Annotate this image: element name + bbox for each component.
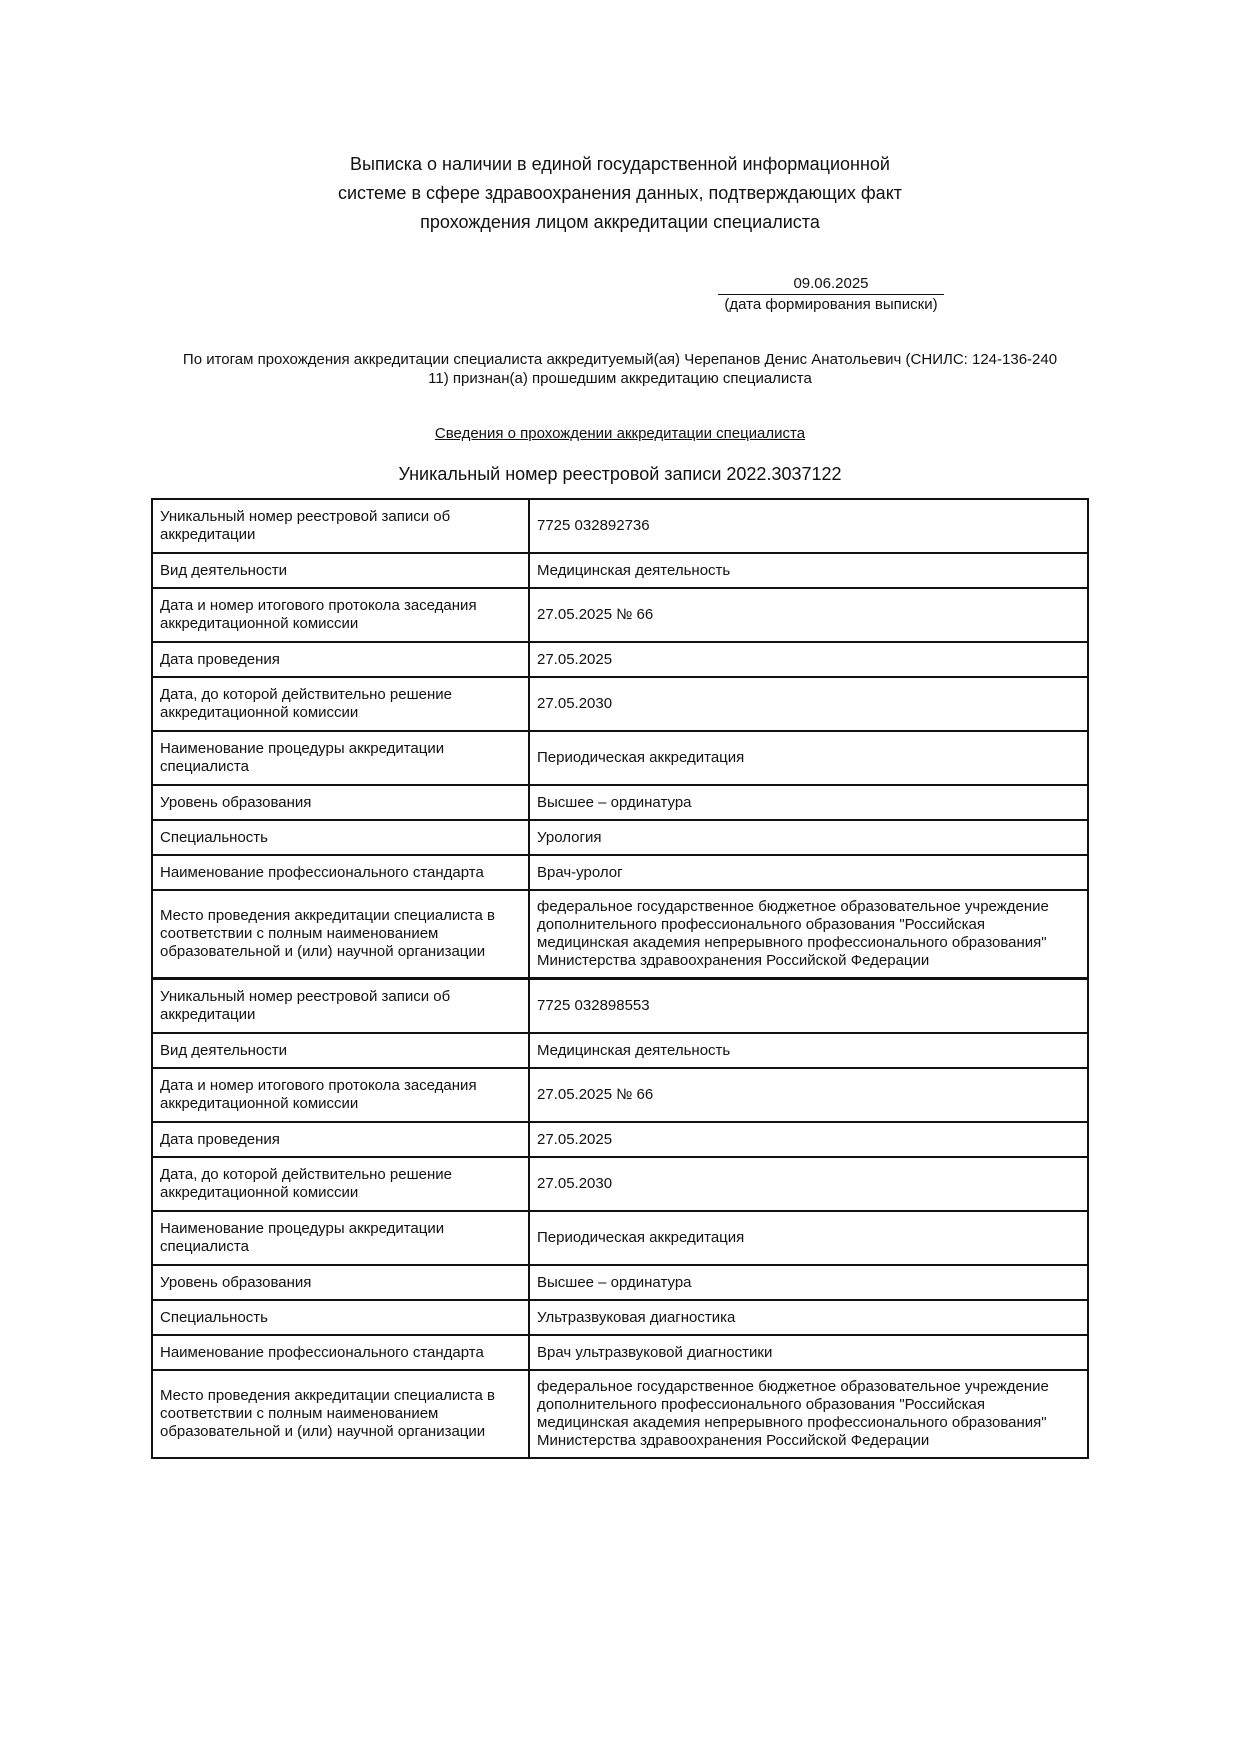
date-block (718, 274, 944, 315)
row-value: Высшее – ординатура (529, 1265, 1088, 1300)
row-value: Медицинская деятельность (529, 553, 1088, 588)
row-label: Дата, до которой действительно решение аккредитационной комиссии (152, 1157, 529, 1211)
row-label: Дата и номер итогового протокола заседания аккредитационной комиссии (152, 1068, 529, 1122)
row-label: Наименование профессионального стандарта (152, 855, 529, 890)
row-value: Урология (529, 820, 1088, 855)
table-row (152, 1033, 1088, 1068)
table-row (152, 1157, 1088, 1211)
row-label: Дата проведения (152, 642, 529, 677)
row-label: Место проведения аккредитации специалиста в соответствии с полным наименованием образовательной и (или) научной организации (152, 1370, 529, 1458)
row-label: Наименование процедуры аккредитации специалиста (152, 731, 529, 785)
registry-number-title: Уникальный номер реестровой записи 2022.3037122 (398, 464, 842, 484)
table-row (152, 499, 1088, 553)
accreditation-table-1 (151, 498, 1089, 979)
row-value: Врач-уролог (529, 855, 1088, 890)
document-title: Выписка о наличии в единой государственной информационной системе в сфере здравоохранения данных, подтверждающих факт прохождения лицом аккредитации специалиста (337, 154, 903, 232)
row-label: Специальность (152, 820, 529, 855)
row-value: 7725 032898553 (529, 979, 1088, 1033)
table-row (152, 1122, 1088, 1157)
row-value: Ультразвуковая диагностика (529, 1300, 1088, 1335)
row-label: Вид деятельности (152, 1033, 529, 1068)
row-value: Периодическая аккредитация (529, 1211, 1088, 1265)
table-row (152, 820, 1088, 855)
row-label: Специальность (152, 1300, 529, 1335)
row-label: Наименование процедуры аккредитации специалиста (152, 1211, 529, 1265)
row-label: Уровень образования (152, 1265, 529, 1300)
table-row (152, 588, 1088, 642)
row-value: федеральное государственное бюджетное образовательное учреждение дополнительного профессионального образования "Российская медицинская академия непрерывного профессионального образования" Министерства здравоохранения Российской Федерации (529, 1370, 1088, 1458)
row-label: Наименование профессионального стандарта (152, 1335, 529, 1370)
row-label: Дата и номер итогового протокола заседания аккредитационной комиссии (152, 588, 529, 642)
table-row (152, 1211, 1088, 1265)
extract-date: 09.06.2025 (718, 274, 944, 295)
row-label: Уникальный номер реестровой записи об аккредитации (152, 499, 529, 553)
intro-line-1: По итогам прохождения аккредитации специалиста аккредитуемый(ая) Черепанов Денис Анатольевич (СНИЛС: 124-136-240 (182, 351, 1058, 368)
table-row (152, 1265, 1088, 1300)
table-row (152, 1335, 1088, 1370)
table-row (152, 642, 1088, 677)
row-label: Уникальный номер реестровой записи об аккредитации (152, 979, 529, 1033)
row-label: Уровень образования (152, 785, 529, 820)
row-label: Дата проведения (152, 1122, 529, 1157)
table-row (152, 1068, 1088, 1122)
row-value: 27.05.2025 № 66 (529, 588, 1088, 642)
table-row (152, 785, 1088, 820)
row-value: 27.05.2030 (529, 677, 1088, 731)
row-value: федеральное государственное бюджетное образовательное учреждение дополнительного профессионального образования "Российская медицинская академия непрерывного профессионального образования" Министерства здравоохранения Российской Федерации (529, 890, 1088, 978)
table-row (152, 890, 1088, 978)
intro-line-2: 11) признан(а) прошедшим аккредитацию специалиста (428, 370, 812, 387)
intro-paragraph (150, 350, 1090, 388)
table-row (152, 731, 1088, 785)
section-heading: Сведения о прохождении аккредитации специалиста (434, 425, 806, 442)
table-row (152, 979, 1088, 1033)
row-value: Периодическая аккредитация (529, 731, 1088, 785)
accreditation-table-2 (151, 978, 1089, 1459)
table-row (152, 677, 1088, 731)
row-value: Врач ультразвуковой диагностики (529, 1335, 1088, 1370)
row-label: Вид деятельности (152, 553, 529, 588)
table-row (152, 1300, 1088, 1335)
row-value: Медицинская деятельность (529, 1033, 1088, 1068)
row-value: 27.05.2030 (529, 1157, 1088, 1211)
table-row (152, 1370, 1088, 1458)
extract-date-caption: (дата формирования выписки) (724, 296, 938, 313)
row-label: Место проведения аккредитации специалиста в соответствии с полным наименованием образовательной и (или) научной организации (152, 890, 529, 978)
table-row (152, 855, 1088, 890)
row-value: 7725 032892736 (529, 499, 1088, 553)
row-label: Дата, до которой действительно решение аккредитационной комиссии (152, 677, 529, 731)
row-value: 27.05.2025 (529, 642, 1088, 677)
row-value: Высшее – ординатура (529, 785, 1088, 820)
row-value: 27.05.2025 № 66 (529, 1068, 1088, 1122)
table-row (152, 553, 1088, 588)
row-value: 27.05.2025 (529, 1122, 1088, 1157)
